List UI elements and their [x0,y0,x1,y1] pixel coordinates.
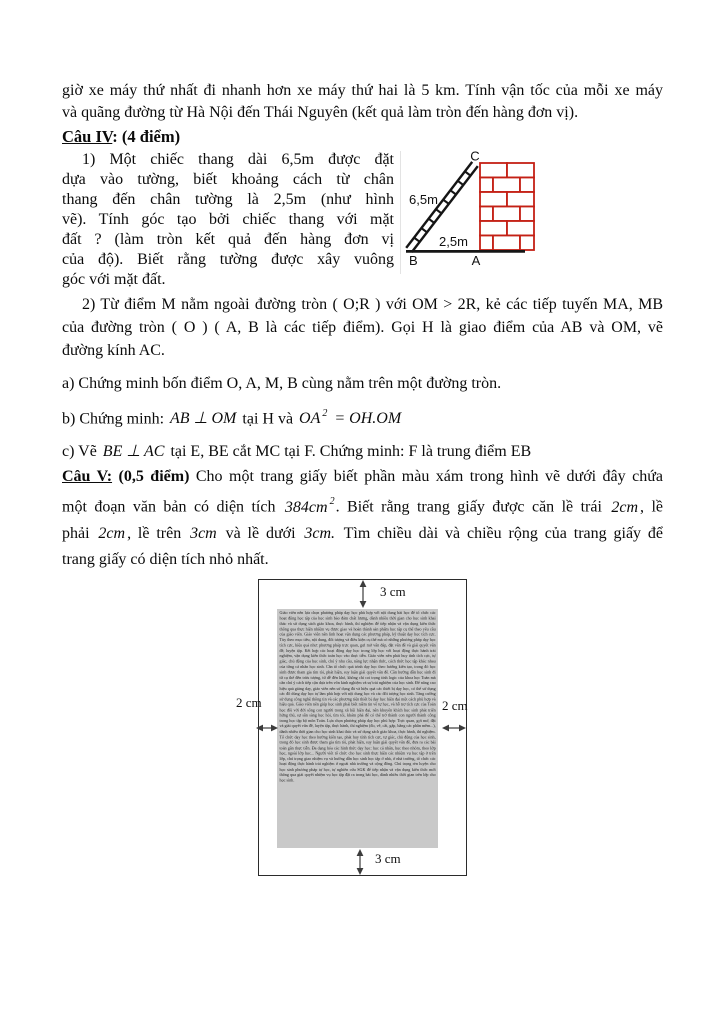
text-line: vẽ). Tính góc tạo bởi chiếc thang với mặt [62,211,394,228]
text-line [62,490,663,520]
math-ab-om: AB ⊥ OM [170,410,237,428]
text-line: của đường tròn ( O ) ( A, B là các tiếp điểm). Gọi H là giao điểm của AB và OM, vẽ [62,319,663,336]
cau5-paragraph [62,464,663,572]
item-a: a) Chứng minh bốn điểm O, A, M, B cùng nằm trên một đường tròn. [62,375,502,392]
right-margin-label: 2 cm [442,697,468,713]
ladder-wall-drawing [403,151,543,269]
item-b-text: b) Chứng minh: [62,410,169,428]
text-line: dựa vào tường, biết khoảng cách từ chân [62,171,394,188]
cau5-text: Cho một trang giấy biết phần màu xám trong hình vẽ dưới đây chứa [189,468,664,486]
ladder-wall-figure [400,151,543,274]
text-line: 2) Từ điểm M nằm ngoài đường tròn ( O;R ) với OM > 2R, kẻ các tiếp tuyến MA, MB [82,296,663,313]
tiny-body-text: Giáo viên nên lựa chọn phương pháp dạy học phù hợp với nội dung bài học để tổ chức các hoạt động học tập của học sinh bảo đảm chất lượng, dành nhiều thời gian cho học sinh khai thác và sử dụng sách giáo khoa, thực hành, thí nghiệm để tiếp nhận và vận dụng kiến thức thông qua thực hiện nhiệm vụ được giao và hoàn thành sản phẩm học tập cụ thể theo yêu cầu của giáo viên. Giáo viên nên linh hoạt vận dụng các phương pháp, kỹ thuật dạy học tích cực. Tùy theo mục tiêu, nội dung, đối tượng và điều kiện cụ thể mà có những phương pháp dạy học tích cực, hiệu quả như: phương pháp trực quan, gợi mở vấn đáp, đặt vấn đề và giải quyết vấn đề, luyện tập. Kết hợp các hoạt động dạy học trong lớp học với hoạt động thực hành trải nghiệm, vận dụng kiến thức toán học vào thực tiễn. Giáo viên nên phát huy tính tích cực, tự giác, chủ động của học sinh, chú ý nhu cầu, năng lực nhận thức, cách thức học tập khác nhau của từng cá nhân học sinh. Cần tổ chức quá trình dạy học theo hướng kiến tạo, trong đó học sinh được tham gia tìm tòi, phát hiện, suy luận giải quyết vấn đề. Cần hướng dẫn học sinh đi từ cụ thể đến trừu tượng, từ dễ đến khó, không chỉ coi trọng tính logic của khoa học Toán mà cần chú ý cách tiếp cận dựa trên vốn kinh nghiệm và sự trải nghiệm của học sinh. Để nâng cao hiệu quả giảng dạy, giáo viên nên sử dụng đủ và hiệu quả các thiết bị dạy học, có thể sử dụng các đồ dùng dạy học tự làm phù hợp với nội dung học và các đối tượng học sinh. Tăng cường sử dụng công nghệ thông tin và các phương tiện thiết bị dạy học hiện đại một cách phù hợp và hiệu quả. Giáo viên nên giúp học sinh phải biết niềm tin về tự học, và hỗ trợ tích cực của Toán học đối với đời sống con người trong xã hội hiện đại, nên khuyến khích học sinh phát triển hứng thú, sự sẵn sàng học hỏi, tìm tòi, khám phá để có thể trở thành con người thành công trong học tập bộ môn Toán. Lựa chọn phương pháp dạy học phù hợp: Trực quan, gợi mở, đặt và giải quyết vấn đề, luyện tập, thực hành, thí nghiệm (đo, vẽ, cắt, gấp, bằng các phần mềm...), dành nhiều thời gian cho học sinh khai thác và sử dụng sách giáo khoa, thực hành, thí nghiệm. Tổ chức dạy học theo hướng kiến tạo, phát huy tính tích cực, tự giác, chủ động của học sinh, trong đó học sinh được tham gia tìm tòi, phát hiện, suy luận giải quyết vấn đề, đưa ra các bài toán gần thực tiễn. Đa dạng hóa các hình thức dạy học: học cá nhân, học theo nhóm, theo lớp học, ngoài lớp học... Người viết tổ chức cho học sinh thực hiện các nhiệm vụ học tập ở trên lớp, chú trọng giao nhiệm vụ và hướng dẫn học sinh học tập ở nhà, ở nhà trường, tổ chức các hoạt động thực hành trải nghiệm ở ngoài nhà trường và cộng đồng. Chú trọng rèn luyện cho học sinh phương pháp tự học, tự nghiên cứu SGK để tiếp nhận và vận dụng kiến thức mới thông qua giải quyết nhiệm vụ học tập đặt ra trong bài học, dành nhiều thời gian trên lớp cho học sinh. [279,610,436,783]
math-3cm: 3cm. [304,524,336,542]
math-area: 384cm [284,498,328,516]
text-line [62,464,663,490]
text-line: trang giấy có diện tích nhỏ nhất. [62,550,269,568]
cau5-text: . Biết rằng trang giấy được căn lề trái [335,498,610,516]
math-2cm: 2cm [98,524,126,542]
cau5-text: một đoạn văn bản có diện tích [62,498,283,516]
cau5-text: phải [62,524,97,542]
cau4-heading [62,125,663,148]
text-line: góc với mặt đất. [62,271,166,288]
left-margin-label: 2 cm [236,694,262,710]
top-margin-arrow [358,580,368,608]
point-a-label: A [471,253,481,268]
gray-text-block [277,609,438,848]
item-c-text: tại E, BE cắt MC tại F. Chứng minh: F là trung điểm EB [166,443,532,461]
bottom-margin-label: 3 cm [375,850,401,866]
cau5-text: và lề dưới [218,524,303,542]
cau5-points: (0,5 điểm) [112,468,190,486]
math-exponent: 2 [329,496,335,508]
cau4-part1-paragraph [62,150,394,290]
item-b-text: tại H và [238,410,298,428]
point-c-label: C [470,151,480,164]
bottom-margin-arrow [355,849,365,875]
text-line [62,521,663,547]
cau5-text: Tìm chiều dài và chiều rộng của trang giấy để [337,524,664,542]
cau5-text: , lề trên [127,524,189,542]
cau4-part2-paragraph [62,293,663,362]
top-margin-label: 3 cm [380,583,406,599]
text-line: thang đến chân tường là 2,5m (như hình [62,191,394,208]
text-line: đường kính AC. [62,342,165,359]
cau4-part1-row [62,150,663,290]
cau5-text: , lề [640,498,664,516]
text-line: giờ xe máy thứ nhất đi nhanh hơn xe máy thứ hai là 5 km. Tính vận tốc của mỗi xe máy [62,82,663,99]
item-c-text: c) Vẽ [62,443,101,461]
base-length-label: 2,5m [439,234,468,249]
cau4-title: Câu IV [62,127,113,146]
math-be-ac: BE ⊥ AC [102,443,165,461]
math-oa: OA [299,410,321,428]
text-line: 1) Một chiếc thang dài 6,5m được đặt [82,151,394,168]
math-exponent: 2 [322,408,328,419]
math-2cm: 2cm [611,498,639,516]
text-line: đất ? (làm tròn kết quả đến hàng đơn vị [62,231,394,248]
page-margin-figure [236,579,468,876]
right-margin-arrow [442,723,466,733]
left-margin-arrow [256,723,278,733]
brick-wall [480,163,534,250]
ladder-length-label: 6,5m [409,192,438,207]
math-oh-om: = OH.OM [330,410,402,428]
text-line: và quãng đường từ Hà Nội đến Thái Nguyên (kết quả làm tròn đến hàng đơn vị). [62,104,579,121]
item-b [62,403,663,431]
math-3cm: 3cm [190,524,217,542]
exam-document [62,80,663,876]
text-line: của độ). Biết rằng tường được xây vuông [62,251,394,268]
cau5-title: Câu V: [62,468,113,486]
point-b-label: B [409,253,418,268]
intro-paragraph [62,80,663,124]
cau4-points: : (4 điểm) [112,127,181,146]
item-c [62,440,663,463]
